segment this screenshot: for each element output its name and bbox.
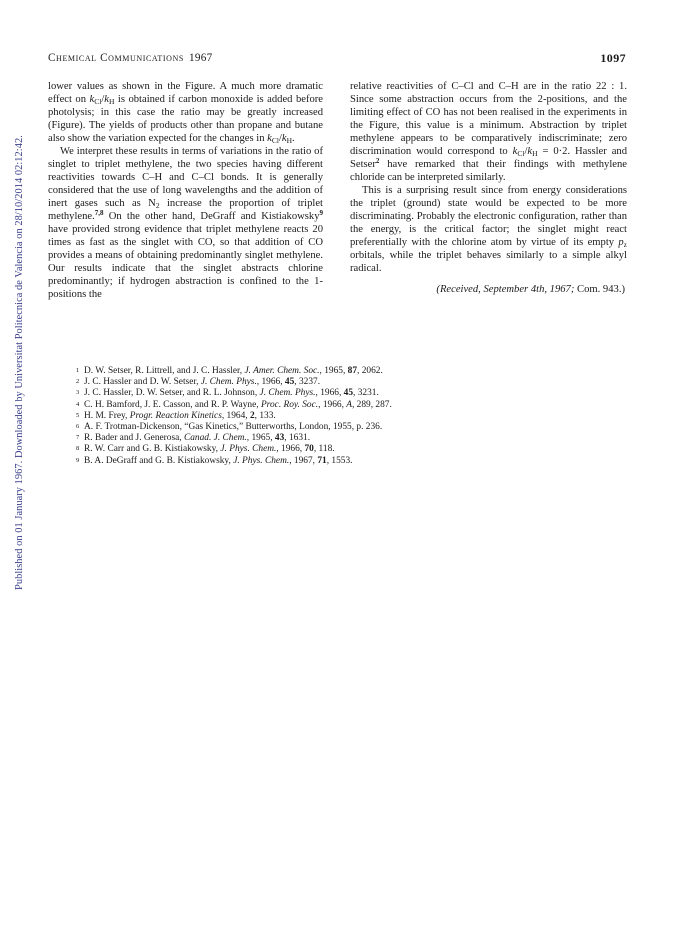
journal-title: Chemical Communications — [48, 52, 184, 64]
footnote-ref: 2 — [375, 157, 380, 165]
reference-item: 8 R. W. Carr and G. B. Kistiakowsky, J. Phys. Chem., 1966, 70, 118. — [76, 444, 335, 455]
paragraph: relative reactivities of C–Cl and C–H are in the ratio 22 : 1. Since some abstraction occurs from the 2-positions, and the limiting effect of CO has not been realised in the experiments in the Figure, this value is a minimum. Abstraction by triplet methylene appears to be comparatively indiscriminate; zero discrimination would correspond to $k_{Cl}/k_H = 0\cdot 2$. Hassler and Setser$^2$ have remarked that their findings with methylene chloride can be interpreted similarly. — [350, 81, 627, 183]
page-number: 1097 — [600, 51, 626, 65]
reference-item: 1 D. W. Setser, R. Littrell, and J. C. Hassler, J. Amer. Chem. Soc., 1965, 87, 2062. — [76, 366, 383, 376]
reference-item: 3 J. C. Hassler, D. W. Setser, and R. L. Johnson, J. Chem. Phys., 1966, 45, 3231. — [76, 388, 379, 399]
right-column — [350, 80, 627, 296]
reference-item: 7 R. Bader and J. Generosa, Canad. J. Chem., 1965, 43, 1631. — [76, 433, 311, 444]
running-head — [48, 52, 626, 64]
footnote-ref: 9 — [319, 209, 323, 217]
footnote-ref: 7,8 — [94, 209, 104, 217]
reference-item: 4 C. H. Bamford, J. E. Casson, and R. P. Wayne, Proc. Roy. Soc., 1966, A, 289, 287. — [76, 399, 392, 410]
left-column — [48, 80, 323, 301]
reference-item: 2 J. C. Hassler and D. W. Setser, J. Chem. Phys., 1966, 45, 3237. — [76, 377, 321, 388]
reference-item: 6 A. F. Trotman-Dickenson, “Gas Kinetics,” Butterworths, London, 1955, p. 236. — [76, 422, 383, 433]
reference-item: 9 B. A. DeGraff and G. B. Kistiakowsky, J. Phys. Chem., 1967, 71, 1553. — [76, 455, 353, 466]
reference-item: 5 H. M. Frey, Progr. Reaction Kinetics, 1964, 2, 133. — [76, 410, 276, 421]
references-list — [76, 366, 546, 467]
received-line: (Received, September 4th, 1967; Com. 943.) — [436, 284, 625, 295]
journal-year: 1967 — [188, 52, 213, 64]
paragraph: We interpret these results in terms of variations in the ratio of singlet to triplet methylene, the two species having different reactivities towards C–H and C–Cl bonds. It is generally considered that the use of long wavelengths and the addition of inert gases such as $N_2$ increase the proportion of triplet methylene.$^{7,8}$ On the other hand, DeGraff and Kistiakowsky$^9$ have provided strong evidence that triplet methylene reacts 20 times as fast as the singlet with CO, so that addition of CO provides a means of obtaining predominantly singlet methylene. Our results indicate that the singlet abstracts chlorine predominantly; if hydrogen abstraction is confined to the 1-positions the — [48, 146, 323, 300]
download-stamp: Published on 01 January 1967. Downloaded by Universitat Politecnica de Valencia on 28/10/2014 02:12:42. — [14, 135, 25, 590]
paragraph: lower values as shown in the Figure. A much more dramatic effect on $k_{Cl}/k_H$ is obtained if carbon monoxide is added before photolysis; in this case the ratio may be greatly increased (Figure). The yields of products other than propane and butane also show the variation expected for the changes in $k_{Cl}/k_H$. — [48, 81, 323, 145]
paragraph: This is a surprising result since from energy considerations the triplet (ground) state would be expected to be more discriminating. Probably the electronic configuration, rather than the energy, is the critical factor; the singlet might react preferentially with the chlorine atom by virtue of its empty $p_z$ orbitals, while the triplet behaves similarly to a simple alkyl radical. — [350, 185, 627, 274]
